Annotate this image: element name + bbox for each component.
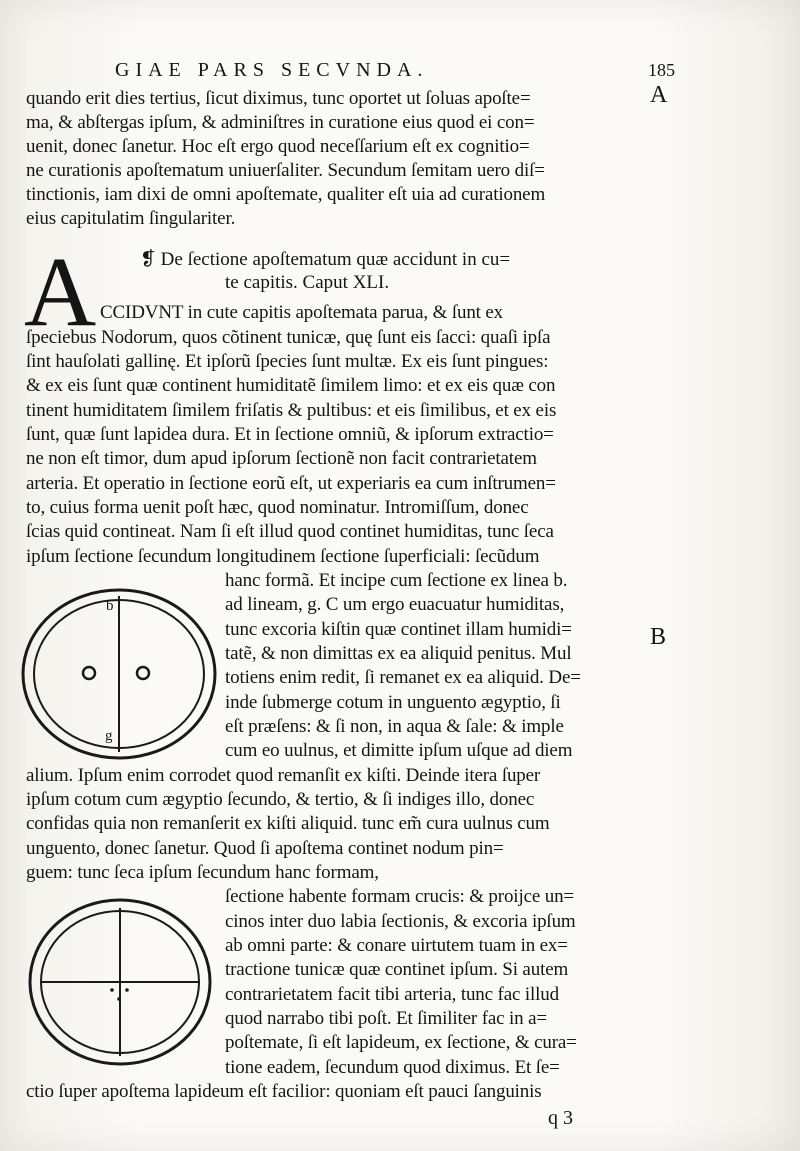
text-line: ſpeciebus Nodorum, quos cõtinent tunicæ, quę ſunt eis ſacci: quaſi ipſa	[26, 327, 551, 348]
text-line: eius capitulatim ſingulariter.	[26, 208, 236, 229]
text-line: unguento, donec ſanetur. Quod ſi apoſtema continet nodum pin=	[26, 838, 504, 859]
incision-figure-vertical	[20, 582, 220, 762]
text-line: ipſum cotum cum ægyptio ſecundo, & tertio, & ſi indiges illo, donec	[26, 789, 535, 810]
margin-marker-a: A	[650, 82, 668, 108]
figure-mark-left	[83, 667, 95, 679]
figure-label-g: g	[105, 728, 113, 744]
text-line: hanc formã. Et incipe cum ſectione ex linea b.	[225, 570, 568, 591]
figure-mark-right	[137, 667, 149, 679]
text-line: alium. Ipſum enim corrodet quod remanſit ex kiſti. Deinde itera ſuper	[26, 765, 541, 786]
text-line: cinos inter duo labia ſectionis, & excoria ipſum	[225, 911, 576, 932]
text-line: ſcias quid contineat. Nam ſi eſt illud quod continet humiditas, tunc ſeca	[26, 521, 554, 542]
text-line: contrarietatem facit tibi arteria, tunc fac illud	[225, 984, 559, 1005]
figure-dot	[117, 997, 121, 1001]
text-line: tractione tunicæ quæ continet ipſum. Si autem	[225, 959, 569, 980]
text-line: ctio ſuper apoſtema lapideum eſt facilior: quoniam eſt pauci ſanguinis	[26, 1081, 542, 1102]
text-line: ad lineam, g. C um ergo euacuatur humiditas,	[225, 594, 565, 615]
running-title: GIAE PARS SECVNDA.	[115, 58, 429, 81]
figure-label-b: b	[106, 598, 114, 614]
text-line: quando erit dies tertius, ſicut diximus, tunc oportet ut ſoluas apoſte=	[26, 88, 531, 109]
running-header	[115, 56, 675, 84]
text-line: & ex eis ſunt quæ continent humiditatẽ ſimilem limo: et ex eis quæ con	[26, 375, 556, 396]
drop-cap: A	[24, 236, 97, 347]
text-line: tatẽ, & non dimittas ex ea aliquid penitus. Mul	[225, 643, 572, 664]
chapter-heading: ❡ De ſectione apoſtematum quæ accidunt in cu=	[140, 249, 511, 270]
text-line: ipſum ſectione ſecundum longitudinem ſectione ſuperficiali: ſecũdum	[26, 546, 540, 567]
text-line: ſunt, quæ ſunt lapidea dura. Et in ſectione omniũ, & ipſorum extractio=	[26, 424, 554, 445]
text-line: ab omni parte: & conare uirtutem tuam in ex=	[225, 935, 568, 956]
text-line: totiens enim redit, ſi remanet ex ea aliquid. De=	[225, 667, 581, 688]
text-line: uenit, donec ſanetur. Hoc eſt ergo quod neceſſarium eſt ex cognitio=	[26, 136, 530, 157]
text-line: inde ſubmerge cotum in unguento ægyptio, ſi	[225, 692, 561, 713]
margin-marker-b: B	[650, 624, 667, 650]
text-line: tione eadem, ſecundum quod diximus. Et ſe=	[225, 1057, 560, 1078]
text-line: ne non eſt timor, dum apud ipſorum ſectionẽ non facit contrarietatem	[26, 448, 537, 469]
text-line: ſint hauſolati gallinę. Et ipſorũ ſpecies ſunt multæ. Ex eis ſunt pingues:	[26, 351, 549, 372]
text-line: ma, & abſtergas ipſum, & adminiſtres in curatione eius quod ei con=	[26, 112, 535, 133]
text-line: poſtemate, ſi eſt lapideum, ex ſectione, & cura=	[225, 1032, 577, 1053]
text-line: arteria. Et operatio in ſectione eorũ eſt, ut experiaris ea cum inſtrumen=	[26, 473, 556, 494]
text-line: tinent humiditatem ſimilem friſatis & pultibus: et eis ſimilibus, et ex eis	[26, 400, 557, 421]
text-line: tinctionis, iam dixi de omni apoſtemate, qualiter eſt uia ad curationem	[26, 184, 546, 205]
signature-mark: q 3	[548, 1107, 573, 1129]
text-line: confidas quia non remanſerit ex kiſti aliquid. tunc em̃ cura uulnus cum	[26, 813, 550, 834]
text-line: tunc excoria kiſtin quæ continet illam humidi=	[225, 619, 572, 640]
page-number: 185	[648, 59, 675, 80]
text-line: ſectione habente formam crucis: & proijce un=	[225, 886, 574, 907]
text-line: CCIDVNT in cute capitis apoſtemata parua, & ſunt ex	[100, 302, 504, 323]
figure-dot	[125, 988, 129, 992]
text-line: cum eo uulnus, et dimitte ipſum uſque ad diem	[225, 740, 573, 761]
figure-dot	[110, 988, 114, 992]
chapter-heading-caput: te capitis. Caput XLI.	[225, 272, 390, 293]
text-line: guem: tunc ſeca ipſum ſecundum hanc formam,	[26, 862, 379, 883]
text-line: eſt præſens: & ſi non, in aqua & ſale: & imple	[225, 716, 564, 737]
text-line: to, cuius forma uenit poſt hæc, quod nominatur. Intromiſſum, donec	[26, 497, 529, 518]
text-line: quod narrabo tibi poſt. Et ſimiliter fac in a=	[225, 1008, 547, 1029]
incision-figure-cross	[24, 892, 220, 1072]
text-line: ne curationis apoſtematum uniuerſaliter. Secundum ſemitam uero diſ=	[26, 160, 545, 181]
